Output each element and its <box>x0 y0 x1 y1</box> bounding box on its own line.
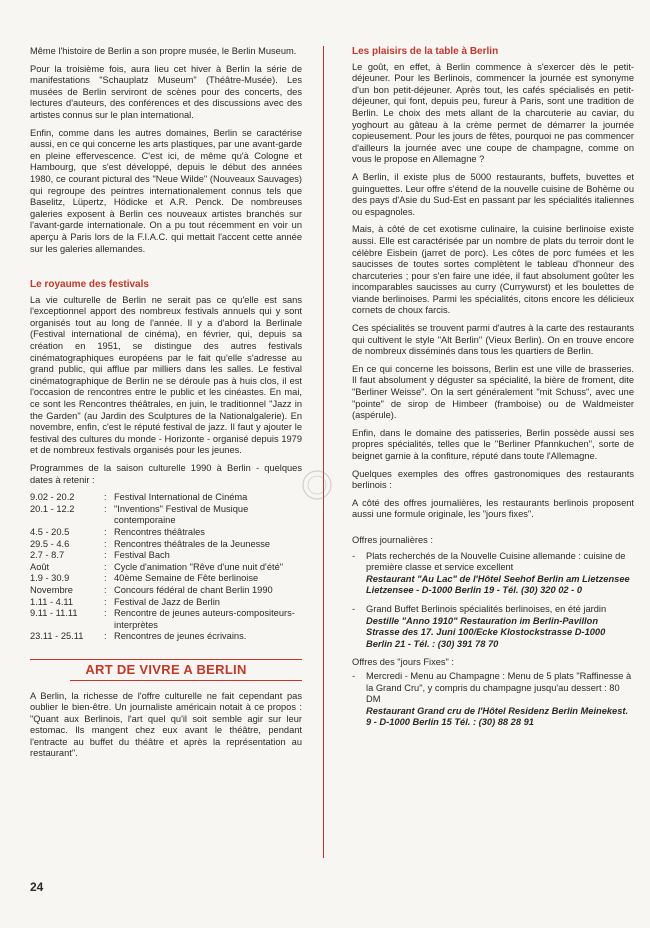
schedule-date: 29.5 - 4.6 <box>30 538 70 549</box>
paragraph: Quelques exemples des offres gastronomiques des restaurants berlinois : <box>352 468 634 491</box>
paragraph: Ces spécialités se trouvent parmi d'autres à la carte des restaurants qui cultivent le style "Alt Berlin" (Vieux Berlin). On en trouve encore de nombreux disséminés dans tous les quartiers de Berlin. <box>352 323 634 357</box>
paragraph: Même l'histoire de Berlin a son propre musée, le Berlin Museum. <box>30 46 297 56</box>
schedule-event: Festival de Jazz de Berlin <box>114 596 220 607</box>
schedule-date: 1.11 - 4.11 <box>30 596 74 607</box>
offer-description: Grand Buffet Berlinois spécialités berlinoises, en été jardin <box>366 603 607 614</box>
paragraph: A côté des offres journalières, les restaurants berlinois proposent aussi une formule originale, les "jours fixes". <box>352 497 634 520</box>
schedule-event: Festival Bach <box>114 550 170 561</box>
paragraph: A Berlin, il existe plus de 5000 restaurants, buffets, buvettes et guinguettes. Leur offre s'étend de la nouvelle cuisine de Bohème ou des pays d'Asie du Sud-Est en passant par les spécialités italiennes ou espagnoles. <box>352 171 634 217</box>
schedule-row: Août : Cycle d'animation "Rêve d'une nuit d'été" <box>30 562 302 574</box>
schedule-date: Août <box>30 561 50 572</box>
paragraph: En ce qui concerne les boissons, Berlin est une ville de brasseries. Il faut absolument y déguster sa spécialité, la bière de froment, dite "Berliner Weisse". On la sert généralement "mit Schuss", avec une "pointe" de sirop de Himbeer (framboise) ou de Waldmeister (aspérule). <box>352 363 634 421</box>
schedule-event: Concours fédéral de chant Berlin 1990 <box>114 584 273 595</box>
schedule-event: Cycle d'animation "Rêve d'une nuit d'été" <box>114 561 284 572</box>
offers-fixed-title: Offres des "jours Fixes" : <box>352 657 455 668</box>
schedule-row: 9.02 - 20.2 : Festival International de Cinéma <box>30 492 302 504</box>
schedule-row: 2.7 - 8.7 : Festival Bach <box>30 550 302 562</box>
paragraph: Pour la troisième fois, aura lieu cet hiver à Berlin la série de manifestations "Schauplatz Museum" (Théâtre-Musée). Les musées de Berlin serviront de scènes pour des concerts, des lectures d'auteurs, des conférences et des discussions avec des artistes connus sur le plan international. <box>30 63 302 120</box>
schedule-date: 1.9 - 30.9 <box>30 573 70 584</box>
schedule-row: Novembre : Concours fédéral de chant Berlin 1990 <box>30 585 302 597</box>
schedule-event: Rencontres théâtrales <box>114 526 205 537</box>
schedule-event: "Inventions" Festival de Musique contemporaine <box>114 503 249 526</box>
schedule-row: 20.1 - 12.2 : "Inventions" Festival de Musique contemporaine <box>30 504 302 527</box>
banner-title: ART DE VIVRE A BERLIN <box>85 661 247 677</box>
offer-restaurant: Destille "Anno 1910" Restauration im Berlin-Pavillon Strasse des 17. Juni 100/Ecke Klostockstrasse D-1000 Berlin 21 - Tél. : (30) 391 78 70 <box>366 615 606 649</box>
page-number: 24 <box>30 880 44 894</box>
banner-rule <box>30 659 302 660</box>
library-stamp-icon <box>300 468 334 502</box>
offer-description: Mercredi - Menu au Champagne : Menu de 5 plats "Raffinesse à la Grand Cru", y compris du champagne jusqu'au dessert : 80 DM <box>366 670 632 705</box>
schedule-event: Rencontres de jeunes écrivains. <box>114 631 247 642</box>
offer-restaurant: Restaurant Grand cru de l'Hôtel Residenz Berlin Meinekest. 9 - D-1000 Berlin 15 Tél. : (30) 88 28 91 <box>366 705 629 728</box>
schedule-date: 20.1 - 12.2 <box>30 503 75 514</box>
schedule-event: Festival International de Cinéma <box>114 492 248 503</box>
schedule-row: 1.11 - 4.11 : Festival de Jazz de Berlin <box>30 597 302 609</box>
paragraph: Enfin, comme dans les autres domaines, Berlin se caractérise aussi, en ce qui concerne les arts plastiques, par une avant-garde en pleine effervescence. C'est ici, de même qu'à Cologne et Hambourg, que s'est développé, depuis le début des années 1980, ce courant pictural des "Neue Wilde" (Nouveaux Sauvages) qui regroupe des peintres internationalement connus tels que Baselitz, Lüpertz, Hödicke et A.R. Penck. De nombreuses galeries exposent à Berlin ces nouveaux artistes branchés sur l'avant-garde internationale. On a pu tout récemment en voir un aperçu à Paris lors de la F.I.A.C. qui mettait l'accent cette année sur les galeries allemandes. <box>30 127 302 254</box>
schedule-row: 1.9 - 30.9 : 40ème Semaine de Fête berlinoise <box>30 573 302 585</box>
paragraph: La vie culturelle de Berlin ne serait pas ce qu'elle est sans l'exceptionnel apport des nombreux festivals annuels qui y sont organisés tout au long de l'année. Il y a d'abord la Berlinale (Festival international de cinéma), en février, qui, depuis sa création en 1951, se distingue des autres festivals cinématographiques européens par le fait qu'elle s'adresse au grand public, qui afflue par milliers dans les salles. Le festival cinématographique de Berlin ne se déroule pas à huis clos, il est l'occasion de rencontres entre le public et les cinéastes. En mai, ce sont les Rencontres théâtrales, en juin, le traditionnel "Jazz in the Garden" (au Jardin des Sculptures de la Nationalgalerie). En novembre, enfin, c'est le réputé festival de jazz. Il faut y ajouter le festival des cultures du monde - Horizonte - organisé depuis 1979 et de nombreux festivals organisés pour les jeunes. <box>30 294 302 456</box>
column-divider <box>323 46 324 858</box>
offers-daily-title: Offres journalières : <box>352 534 433 545</box>
schedule-table <box>30 492 302 643</box>
offer-restaurant: Restaurant "Au Lac" de l'Hôtel Seehof Berlin am Lietzensee <box>366 573 630 584</box>
paragraph: Programmes de la saison culturelle 1990 à Berlin - quelques dates à retenir : <box>30 463 302 485</box>
right-column <box>352 46 634 736</box>
schedule-row: 23.11 - 25.11 : Rencontres de jeunes écrivains. <box>30 631 302 643</box>
schedule-event: Rencontre de jeunes auteurs-compositeurs-interprètes <box>114 608 295 630</box>
schedule-date: 9.11 - 11.11 <box>30 608 78 619</box>
banner-rule <box>70 680 302 681</box>
offers-list <box>352 551 634 651</box>
offer-address: Lietzensee - D-1000 Berlin 19 - Tél. (30) 320 02 - 0 <box>366 585 582 596</box>
paragraph: Enfin, dans le domaine des patisseries, Berlin possède aussi ses propres spécialités, telles que le "Berliner Pfannkuchen", sorte de beignet garnie à la confiture, réputé dans toute l'Allemagne. <box>352 427 634 461</box>
schedule-date: Novembre <box>30 584 73 595</box>
list-item: - Plats recherchés de la Nouvelle Cuisine allemande : cuisine de première classe et service excellent Restaurant "Au Lac" de l'Hôtel Seehof Berlin am Lietzensee Lietzensee - D-1000 Berlin 19 - Tél. (30) 320 02 - 0 <box>352 551 634 597</box>
offer-description: Plats recherchés de la Nouvelle Cuisine allemande : cuisine de première classe et service excellent <box>366 550 626 573</box>
schedule-row: 9.11 - 11.11 : Rencontre de jeunes auteurs-compositeurs-interprètes <box>30 608 302 631</box>
schedule-event: 40ème Semaine de Fête berlinoise <box>114 573 259 584</box>
section-banner <box>30 659 302 681</box>
section-heading-festivals: Le royaume des festivals <box>30 279 149 291</box>
schedule-event: Rencontres théâtrales de la Jeunesse <box>114 538 271 549</box>
schedule-date: 9.02 - 20.2 <box>30 492 75 503</box>
schedule-date: 4.5 - 20.5 <box>30 526 70 537</box>
schedule-date: 2.7 - 8.7 <box>30 550 65 561</box>
list-item: - Grand Buffet Berlinois spécialités berlinoises, en été jardin Destille "Anno 1910" Restauration im Berlin-Pavillon Strasse des 17. Juni 100/Ecke Klostockstrasse D-1000 Berlin 21 - Tél. : (30) 391 78 70 <box>352 604 634 650</box>
offers-list <box>352 671 634 729</box>
paragraph: Mais, à côté de cet exotisme culinaire, la cuisine berlinoise existe aussi. Elle est caractérisée par un nombre de plats du terroir dont le célèbre Eisbein (jarret de porc). Les côtes de porc fumées et les saucisses de toutes sortes complètent le tableau d'honneur des charcuteries ; pour s'en faire une idée, il faut absolument goûter les incomparables saucisses au curry (Currywurst) et les boulettes de viande berlinoises. Parmi les spécialités, citons encore les délicieux cornets de choux farcis. <box>352 224 634 316</box>
paragraph: A Berlin, la richesse de l'offre culturelle ne fait cependant pas oublier le bien-être. Un journaliste américain notait à ce propos : "Quant aux Berlinois, l'art quel qu'il soit semble agir sur leur estomac. Ils mangent chez eux avant le théâtre, pendant l'entracte au buffet du théâtre et après la représentation au restaurant". <box>30 690 302 759</box>
section-heading-table: Les plaisirs de la table à Berlin <box>352 46 499 57</box>
schedule-row: 29.5 - 4.6 : Rencontres théâtrales de la Jeunesse <box>30 539 302 551</box>
list-item: - Mercredi - Menu au Champagne : Menu de 5 plats "Raffinesse à la Grand Cru", y compris du champagne jusqu'au dessert : 80 DM Restaurant Grand cru de l'Hôtel Residenz Berlin Meinekest. 9 - D-1000 Berlin 15 Tél. : (30) 88 28 91 <box>352 671 634 729</box>
schedule-date: 23.11 - 25.11 <box>30 631 84 642</box>
paragraph: Le goût, en effet, à Berlin commence à s'exercer dès le petit-déjeuner. Pour les Berlinois, commencer la journée est synonyme d'un bon petit-déjeuner. Après tout, les cafés spécialisés en petit-déjeuner, qui font, depuis peu, fureur à Paris, sont une tradition de Berlin. Le choix des mets allant de la charcuterie au caviar, du yoghourt au gâteau à la crème permet de démarrer la journée copieusement. Pour les jours de fêtes, pourquoi ne pas commencer d'ailleurs la journée avec une coupe de champagne, comme on vous le propose en Allemagne ? <box>352 61 634 165</box>
schedule-row: 4.5 - 20.5 : Rencontres théâtrales <box>30 527 302 539</box>
left-column <box>30 46 302 766</box>
